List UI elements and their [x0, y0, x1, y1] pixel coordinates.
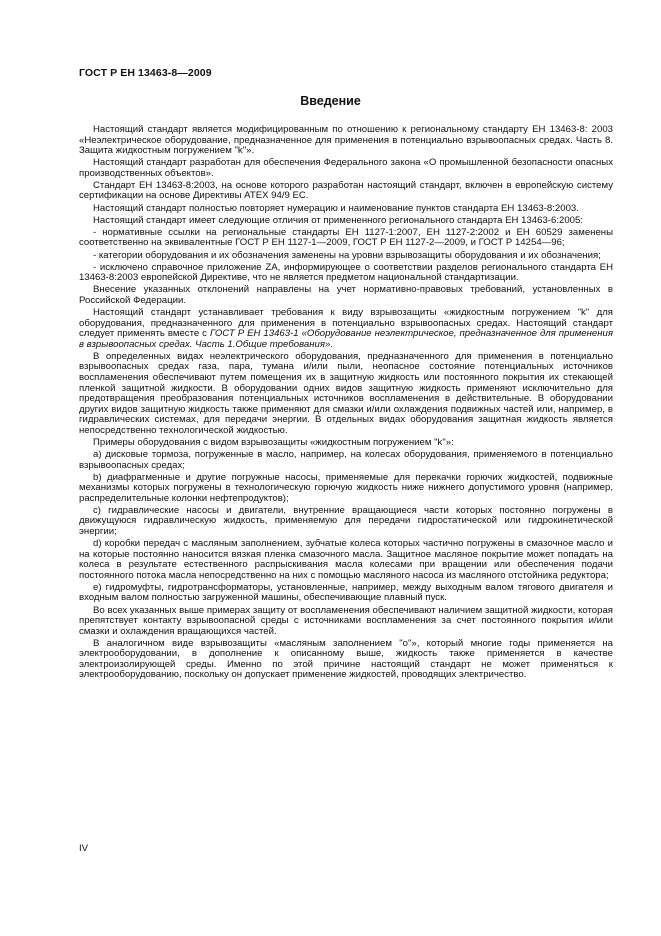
paragraph-tail: . [330, 338, 333, 350]
paragraph-text: a) дисковые тормоза, погруженные в масло, например, на колесах оборудования, применяемого в потенциально взрывоопасных средах; [79, 448, 613, 471]
paragraph [79, 251, 613, 262]
paragraph-text: Настоящий стандарт является модифицированным по отношению к региональному стандарту ЕН 13463-8: 2003 «Неэлектрическое оборудование, предназначенное для применения в потенциально взрывоопасных средах. Часть 8. Защита жидкостным погружением "k"». [79, 124, 613, 157]
paragraph-text: Настоящий стандарт имеет следующие отличия от примененного регионального стандарта ЕН 13463-6:2005: [93, 214, 584, 226]
paragraph [79, 639, 613, 681]
paragraph-text: В аналогичном виде взрывозащиты «масляным заполнением "o"», который многие годы применяется на электрооборудовании, в дополнение к описанному выше, жидкость также применяется в качестве электроизолирующей среды. Именно по этой причине настоящий стандарт не может применяться к электрооборудованию, поскольку он допускает применение жидкостей, проводящих электричество. [79, 637, 613, 681]
paragraph [79, 158, 613, 179]
paragraph-text: c) гидравлические насосы и двигатели, внутренние вращающиеся части которых постоянно погружены в движущуюся гидравлическую жидкость, применяемую для передачи гидростатической или гидрокинетической энергии; [79, 504, 613, 537]
paragraph [79, 228, 613, 249]
paragraph [79, 308, 613, 350]
paragraph [79, 473, 613, 505]
paragraph-text: Стандарт ЕН 13463-8:2003, на основе которого разработан настоящий стандарт, включен в европейскую систему сертификации на основе Директивы АТЕХ 94/9 ЕС. [79, 179, 613, 202]
paragraph-text: - нормативные ссылки на региональные стандарты ЕН 1127-1:2007, ЕН 1127-2:2002 и ЕН 60529 заменены соответственно на эквивалентные ГОСТ Р ЕН 1127-1—2009, ГОСТ Р ЕН 1127-2—2009, и ГОСТ Р 14254—96; [79, 226, 613, 249]
paragraph [79, 216, 613, 227]
section-title: Введение [300, 94, 361, 108]
paragraph [79, 438, 613, 449]
paragraph [79, 506, 613, 538]
paragraph-text: b) диафрагменные и другие погружные насосы, применяемые для перекачки горючих жидкостей, подвижные механизмы которых погружены в технологическую горючую жидкость ниже нижнего допустимого уровня (например, распределительные колонки нефтепродуктов); [79, 471, 613, 504]
paragraph-text: - категории оборудования и их обозначения заменены на уровни взрывозащиты оборудования и их обозначения; [93, 249, 601, 261]
paragraph [79, 181, 613, 202]
paragraph [79, 606, 613, 638]
paragraph [79, 352, 613, 436]
paragraph [79, 450, 613, 471]
paragraph-text: В определенных видах неэлектрического оборудования, предназначенного для применения в потенциально взрывоопасных средах газа, пара, тумана и/или пыли, неопасное состояние потенциальных источников воспламенения обеспечивают путем помещения их в защитную жидкость или постоянного покрытия их стекающей пленкой защитной жидкости. В оборудовании одних видов защитную жидкость применяют исключительно для предотвращения преобразования потенциальных источников воспламенения в действительные. В оборудовании других видов защитную жидкость также применяют для смазки и/или охлаждения подвижных частей или, например, в гидравлических системах, для передачи энергии. В отдельных видах оборудования защитная жидкость является непосредственно технологической жидкостью. [79, 350, 613, 436]
paragraph-text: Во всех указанных выше примерах защиту от воспламенения обеспечивают наличием защитной жидкости, которая препятствует контакту взрывоопасной среды с источниками воспламенения за счет постоянного покрытия и/или смазки и охлаждения вращающихся частей. [79, 604, 613, 637]
paragraph-text: Настоящий стандарт полностью повторяет нумерацию и наименование пунктов стандарта ЕН 13463-8:2003. [93, 202, 579, 214]
page-number: IV [79, 843, 89, 854]
paragraph [79, 125, 613, 157]
paragraph-text: - исключено справочное приложение ZA, информирующее о соответствии разделов регионального стандарта ЕН 13463-8:2003 европейской Директиве, что не является предметом национальной стандартизации. [79, 261, 613, 284]
document-body [79, 125, 613, 683]
paragraph [79, 539, 613, 581]
paragraph [79, 204, 613, 215]
paragraph-text: Настоящий стандарт устанавливает требования к виду взрывозащиты «жидкостным погружением "k" для оборудования, предназначенного для применения в потенциально взрывоопасных средах. Настоящий стандарт следует применять вместе с [79, 307, 613, 340]
paragraph-text: e) гидромуфты, гидротрансформаторы, установленные, например, между выходным валом тягового двигателя и входным валом полностью загруженной машины, обеспечивающие плавный пуск. [79, 581, 613, 604]
paragraph [79, 583, 613, 604]
paragraph-text: Настоящий стандарт разработан для обеспечения Федерального закона «О промышленной безопасности опасных производственных объектов». [79, 157, 613, 179]
referenced-standard: ГОСТ Р ЕН 13463-1 «Оборудование неэлектрическое, предназначенное для применения в взрывоопасных средах. Часть 1.Общие требования» [79, 328, 613, 350]
paragraph [79, 285, 613, 306]
paragraph-text: d) коробки передач с масляным заполнением, зубчатые колеса которых частично погружены в смазочное масло и на которые постоянно наносится вязкая пленка смазочного масла. Защитное масляное покрытие может попадать на колеса в результате естественного распрыскивания масла колесами при вращении или обеспечения подачи постоянного потока масла непосредственно на них с помощью масляного насоса из масляного отстойника редуктора; [79, 538, 613, 581]
paragraph-text: Примеры оборудования с видом взрывозащиты «жидкостным погружением "k"»: [93, 436, 454, 448]
document-header: ГОСТ Р ЕН 13463-8—2009 [79, 67, 212, 79]
paragraph [79, 263, 613, 284]
paragraph-text: Внесение указанных отклонений направлены на учет нормативно-правовых требований, установленных в Российской Федерации. [79, 284, 613, 306]
